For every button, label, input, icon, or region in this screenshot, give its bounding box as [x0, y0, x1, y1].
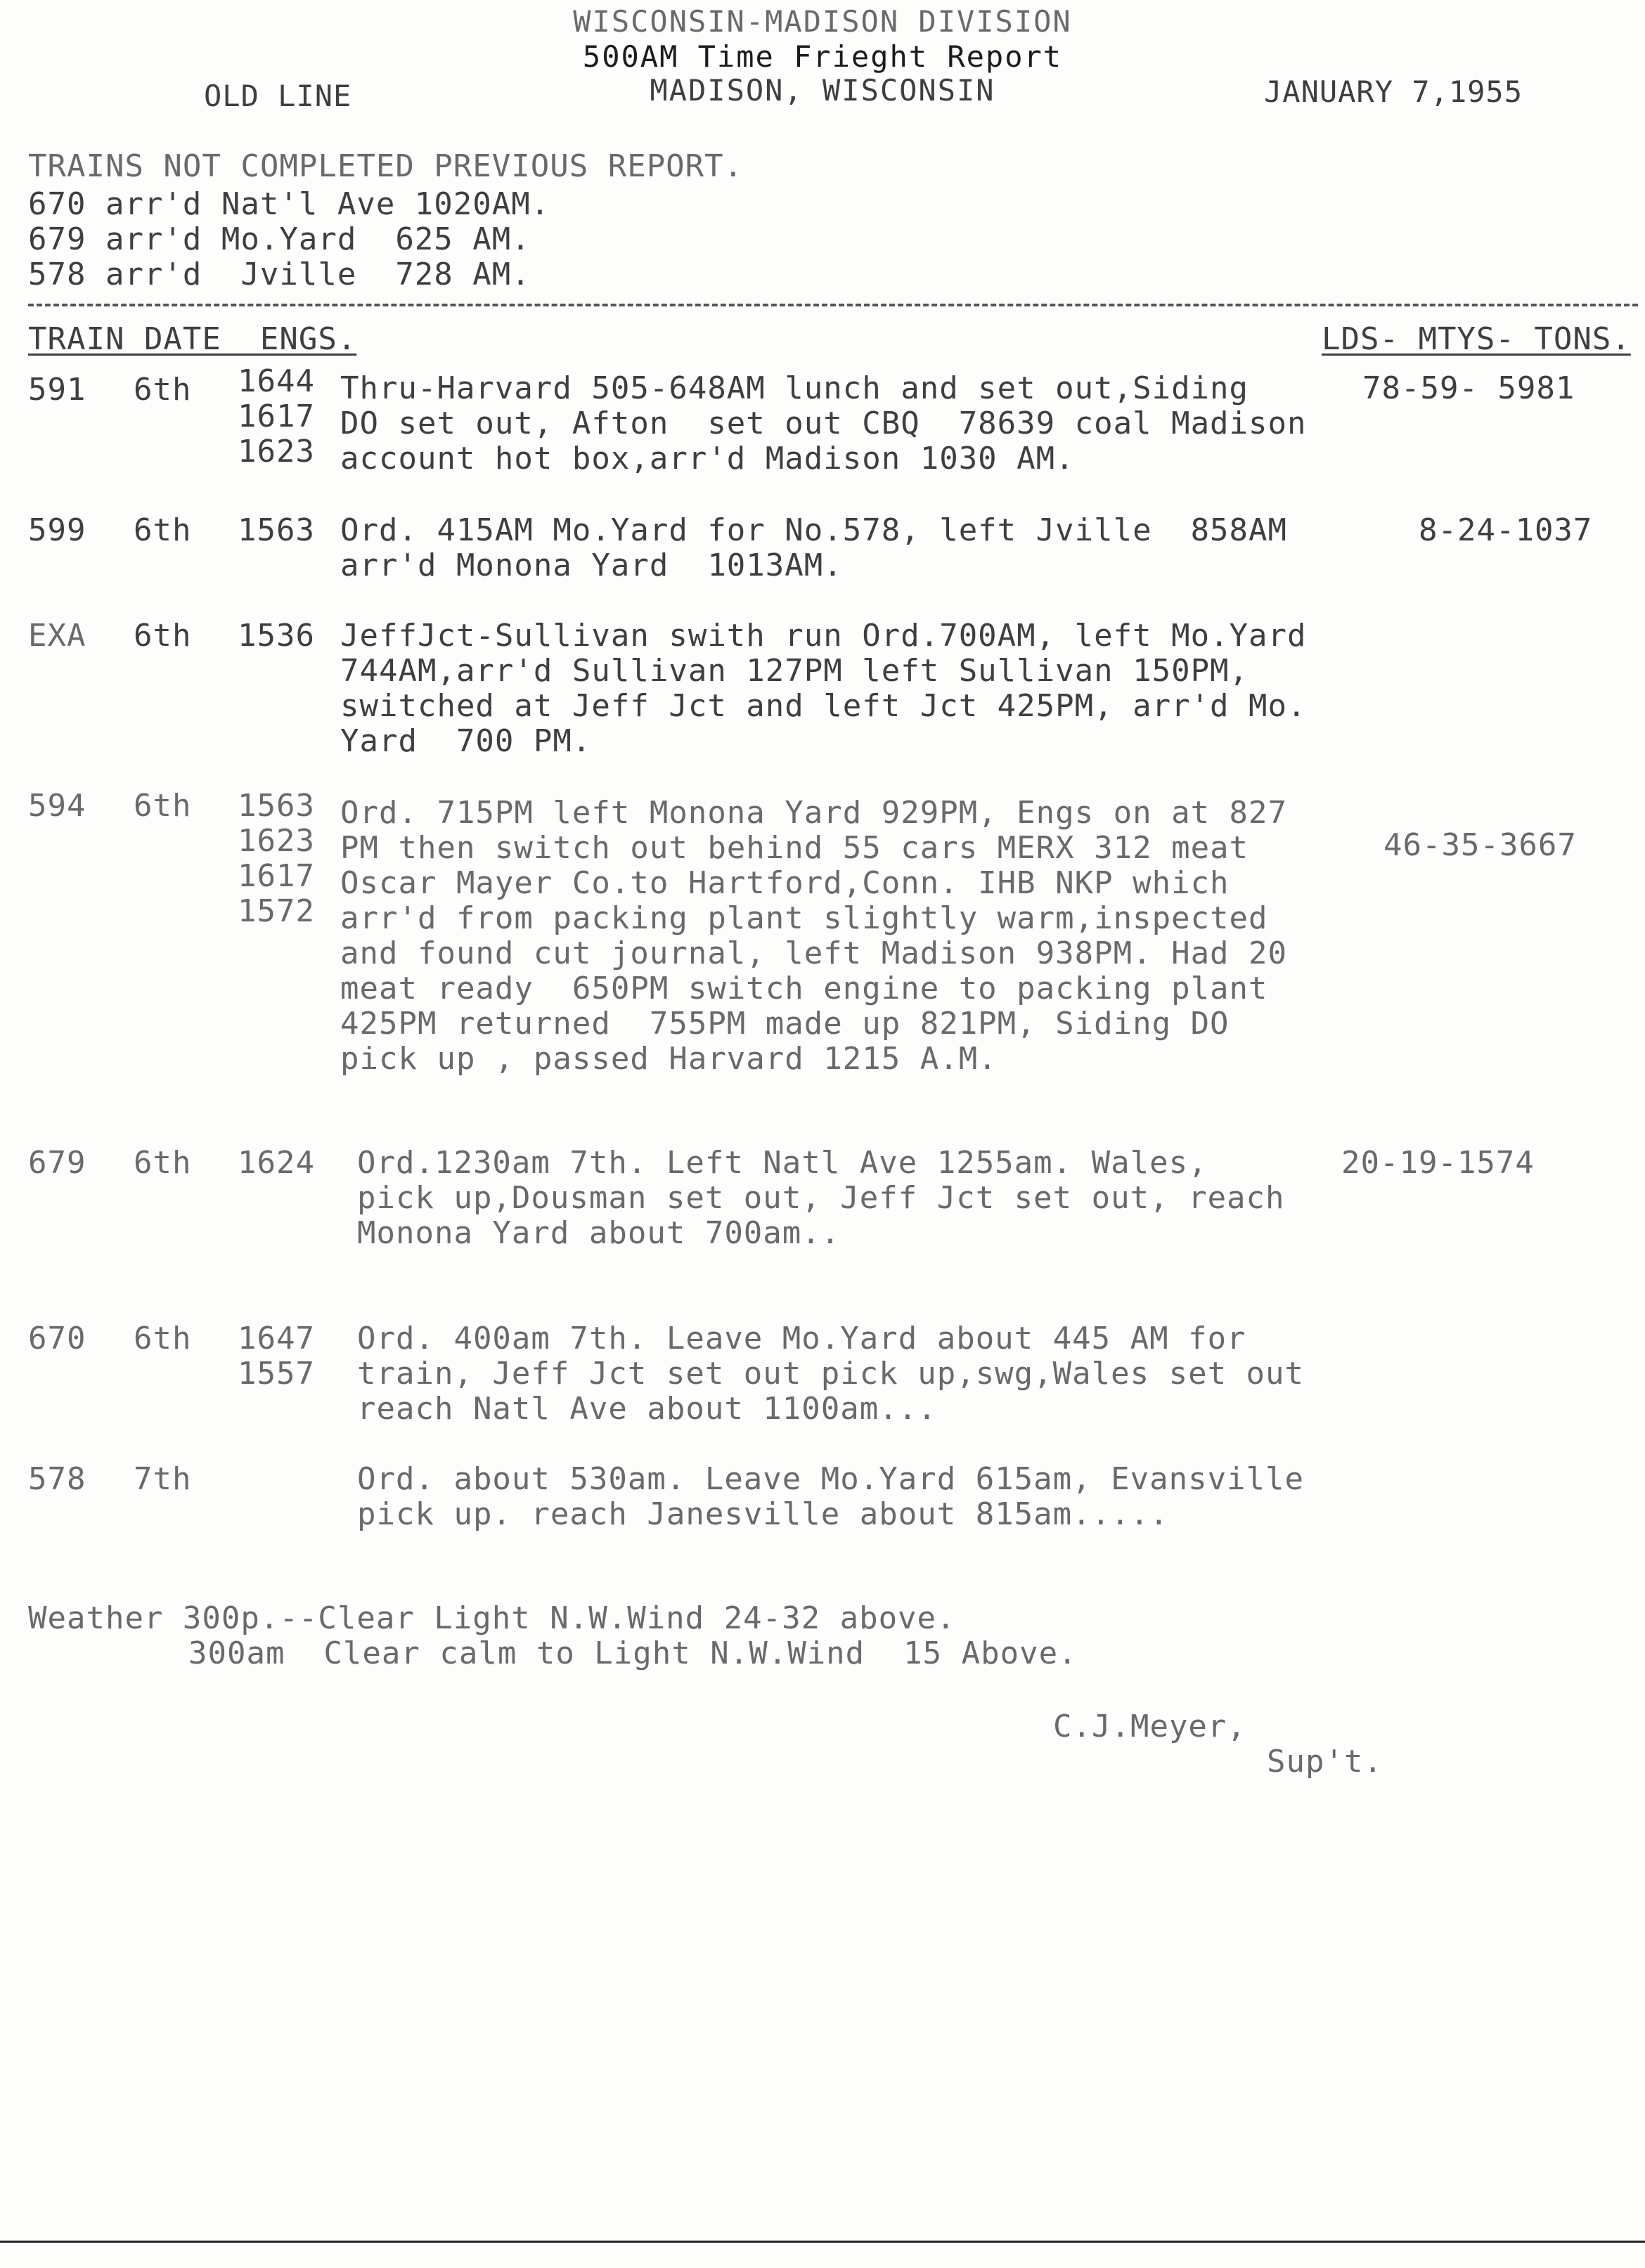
entry-line: PM then switch out behind 55 cars MERX 312 meat [340, 830, 1249, 866]
engine-number: 1536 [238, 618, 315, 654]
entry-line: 744AM,arr'd Sullivan 127PM left Sullivan 150PM, [340, 653, 1249, 689]
engine-number: 1624 [238, 1145, 315, 1181]
report-title: 500AM Time Frieght Report [582, 39, 1063, 74]
previous-line: 670 arr'd Nat'l Ave 1020AM. [28, 186, 550, 222]
entry-line: and found cut journal, left Madison 938PM. Had 20 [340, 935, 1288, 971]
entry-line: reach Natl Ave about 1100am... [357, 1391, 937, 1427]
train-number: 679 [28, 1145, 86, 1181]
entry-line: Ord.1230am 7th. Left Natl Ave 1255am. Wales, [357, 1145, 1208, 1181]
line-label: OLD LINE [204, 79, 352, 113]
entry-totals: 78-59- 5981 [1362, 370, 1575, 406]
entry-totals: 8-24-1037 [1419, 512, 1593, 548]
report-date: JANUARY 7,1955 [1264, 74, 1523, 109]
entry-line: pick up. reach Janesville about 815am..... [357, 1496, 1169, 1532]
entry-line: Monona Yard about 700am.. [357, 1215, 841, 1251]
train-date: 6th [134, 1321, 192, 1356]
engine-number: 1644 [238, 363, 315, 399]
train-number: 578 [28, 1461, 86, 1497]
dashed-divider [28, 304, 1638, 306]
engine-number: 1563 [238, 512, 315, 548]
engine-number: 1563 [238, 788, 315, 824]
entry-line: pick up , passed Harvard 1215 A.M. [340, 1041, 998, 1077]
entry-line: account hot box,arr'd Madison 1030 AM. [340, 441, 1075, 477]
engine-number: 1557 [238, 1356, 315, 1392]
train-number: 670 [28, 1321, 86, 1356]
train-number: 594 [28, 788, 86, 824]
previous-report-title: TRAINS NOT COMPLETED PREVIOUS REPORT. [28, 148, 744, 184]
column-heading-left: TRAIN DATE ENGS. [28, 321, 357, 357]
signature-name: C.J.Meyer, [1053, 1709, 1246, 1744]
entry-line: Oscar Mayer Co.to Hartford,Conn. IHB NKP which [340, 865, 1230, 901]
entry-line: JeffJct-Sullivan swith run Ord.700AM, left Mo.Yard [340, 618, 1307, 654]
location-heading: MADISON, WISCONSIN [650, 73, 995, 108]
engine-number: 1647 [238, 1321, 315, 1356]
engine-number: 1617 [238, 398, 315, 434]
train-date: 7th [134, 1461, 192, 1497]
engine-number: 1623 [238, 823, 315, 859]
train-number: 599 [28, 512, 86, 548]
entry-line: 425PM returned 755PM made up 821PM, Siding DO [340, 1006, 1230, 1042]
previous-line: 679 arr'd Mo.Yard 625 AM. [28, 221, 531, 257]
entry-line: meat ready 650PM switch engine to packing plant [340, 971, 1268, 1006]
entry-line: train, Jeff Jct set out pick up,swg,Wales set out [357, 1356, 1305, 1392]
entry-line: Ord. 415AM Mo.Yard for No.578, left Jville 858AM [340, 512, 1288, 548]
entry-line: arr'd Monona Yard 1013AM. [340, 547, 843, 583]
train-date: 6th [134, 512, 192, 548]
train-number: EXA [28, 618, 86, 654]
entry-line: Ord. about 530am. Leave Mo.Yard 615am, Evansville [357, 1461, 1305, 1497]
previous-line: 578 arr'd Jville 728 AM. [28, 257, 531, 292]
train-date: 6th [134, 788, 192, 824]
entry-line: Thru-Harvard 505-648AM lunch and set out,Siding [340, 370, 1249, 406]
entry-line: Ord. 715PM left Monona Yard 929PM, Engs on at 827 [340, 795, 1288, 831]
entry-line: pick up,Dousman set out, Jeff Jct set out, reach [357, 1180, 1285, 1216]
train-date: 6th [134, 1145, 192, 1181]
train-number: 591 [28, 372, 86, 408]
entry-line: switched at Jeff Jct and left Jct 425PM, arr'd Mo. [340, 688, 1307, 724]
column-heading-right: LDS- MTYS- TONS. [1322, 321, 1631, 357]
entry-totals: 20-19-1574 [1341, 1145, 1535, 1181]
entry-line: DO set out, Afton set out CBQ 78639 coal Madison [340, 406, 1307, 441]
signature-title: Sup't. [1267, 1744, 1383, 1780]
weather-line: Weather 300p.--Clear Light N.W.Wind 24-32 above. [28, 1600, 956, 1636]
division-heading: WISCONSIN-MADISON DIVISION [573, 4, 1072, 39]
train-date: 6th [134, 372, 192, 408]
weather-line: 300am Clear calm to Light N.W.Wind 15 Above. [188, 1635, 1078, 1671]
page-edge-line [0, 2241, 1645, 2243]
engine-number: 1617 [238, 858, 315, 894]
train-date: 6th [134, 618, 192, 654]
entry-line: Yard 700 PM. [340, 723, 592, 759]
entry-line: arr'd from packing plant slightly warm,inspected [340, 900, 1268, 936]
engine-number: 1572 [238, 893, 315, 929]
engine-number: 1623 [238, 434, 315, 469]
entry-line: Ord. 400am 7th. Leave Mo.Yard about 445 AM for [357, 1321, 1246, 1356]
entry-totals: 46-35-3667 [1383, 827, 1577, 863]
